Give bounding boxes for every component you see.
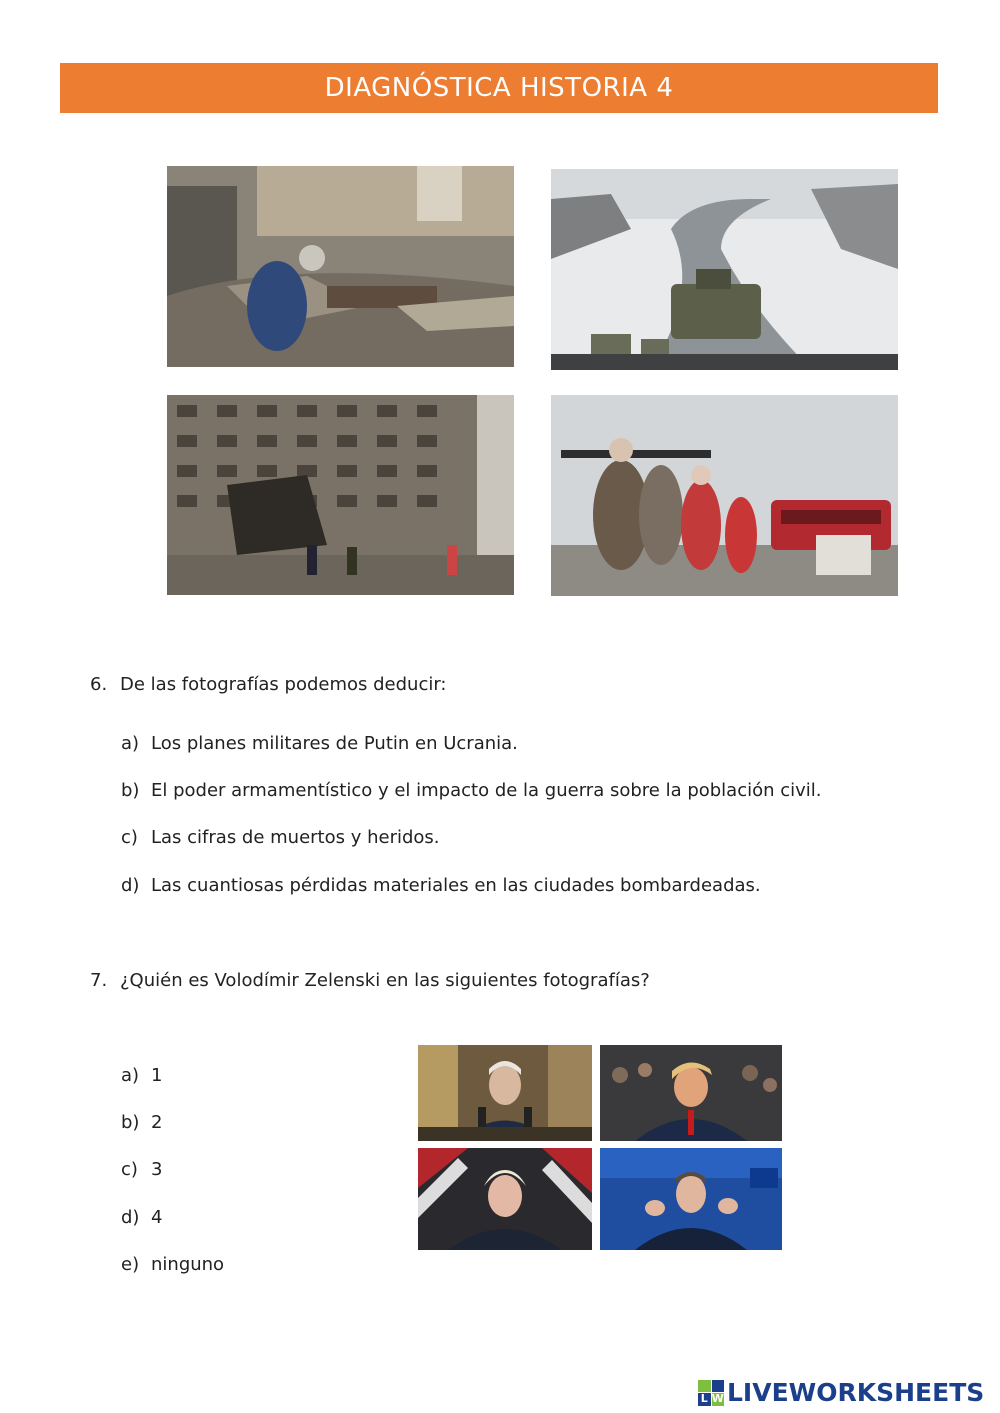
- damaged-building-photo: [167, 395, 514, 595]
- q7-option-a[interactable]: [121, 1065, 162, 1087]
- rubble-street-photo-icon: [167, 166, 514, 367]
- damaged-building-photo-icon: [167, 395, 514, 595]
- q6-option-a[interactable]: [121, 733, 518, 755]
- question-7: [90, 970, 650, 992]
- q6-option-b[interactable]: [121, 780, 822, 802]
- military-convoy-photo: [551, 169, 898, 370]
- option-text[interactable]: ninguno: [151, 1254, 225, 1275]
- portrait-1-icon: [418, 1045, 592, 1141]
- question-6-text: De las fotografías podemos deducir:: [120, 674, 447, 695]
- portrait-4-icon: [600, 1148, 782, 1250]
- question-6: [90, 674, 447, 696]
- option-text[interactable]: 4: [151, 1207, 163, 1228]
- question-7-number: 7.: [90, 970, 108, 991]
- brand-text: LIVEWORKSHEETS: [727, 1378, 985, 1407]
- military-convoy-photo-icon: [551, 169, 898, 370]
- liveworksheets-brand: [698, 1378, 984, 1407]
- option-text[interactable]: Las cuantiosas pérdidas materiales en las ciudades bombardeadas.: [151, 875, 761, 896]
- option-letter: e): [121, 1254, 140, 1275]
- q6-option-c[interactable]: [121, 827, 440, 849]
- option-letter: c): [121, 1159, 138, 1180]
- rubble-street-photo: [167, 166, 514, 367]
- question-6-number: 6.: [90, 674, 108, 695]
- option-letter: b): [121, 780, 140, 801]
- logo-letter-l: L: [698, 1393, 711, 1406]
- page-title-bar: [60, 63, 938, 113]
- portrait-photo-1: [418, 1045, 592, 1141]
- liveworksheets-logo-icon: [698, 1380, 724, 1406]
- portrait-2-icon: [600, 1045, 782, 1141]
- option-text[interactable]: 1: [151, 1065, 163, 1086]
- option-letter: c): [121, 827, 138, 848]
- portrait-3-icon: [418, 1148, 592, 1250]
- option-letter: a): [121, 1065, 140, 1086]
- q7-option-e[interactable]: [121, 1254, 224, 1276]
- option-letter: d): [121, 875, 140, 896]
- question-7-text: ¿Quién es Volodímir Zelenski en las siguientes fotografías?: [120, 970, 650, 991]
- portrait-photo-4: [600, 1148, 782, 1250]
- option-text[interactable]: 3: [151, 1159, 163, 1180]
- option-text[interactable]: 2: [151, 1112, 163, 1133]
- refugees-photo-icon: [551, 395, 898, 596]
- option-text[interactable]: Las cifras de muertos y heridos.: [151, 827, 440, 848]
- q7-option-d[interactable]: [121, 1207, 162, 1229]
- portrait-photo-3: [418, 1148, 592, 1250]
- option-letter: b): [121, 1112, 140, 1133]
- logo-letter-w: W: [711, 1392, 724, 1405]
- q7-option-c[interactable]: [121, 1159, 162, 1181]
- refugees-photo: [551, 395, 898, 596]
- option-text[interactable]: Los planes militares de Putin en Ucrania.: [151, 733, 518, 754]
- portrait-photo-2: [600, 1045, 782, 1141]
- page-title: DIAGNÓSTICA HISTORIA 4: [324, 73, 674, 103]
- q7-option-b[interactable]: [121, 1112, 162, 1134]
- q6-option-d[interactable]: [121, 875, 761, 897]
- option-text[interactable]: El poder armamentístico y el impacto de la guerra sobre la población civil.: [151, 780, 822, 801]
- option-letter: a): [121, 733, 140, 754]
- option-letter: d): [121, 1207, 140, 1228]
